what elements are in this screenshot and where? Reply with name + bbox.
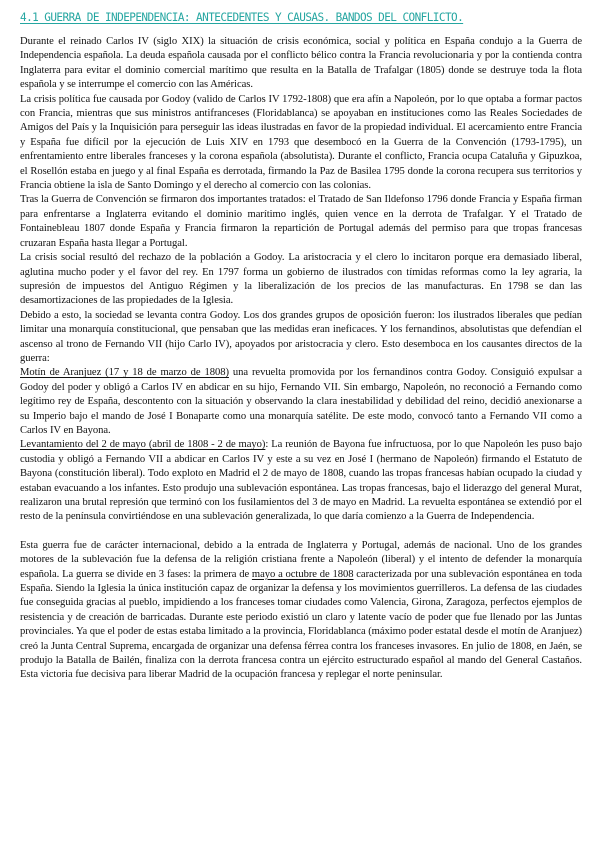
war-phases-text-a: Esta guerra fue de carácter internacional, debido a la entrada de Inglaterra y Portugal, además de nacional. Uno de los grandes motores de la sublevación fue la defensa de la religión cristiana frente a Napoleón (liberal) y el intento de defender la monarquía española. La guerra se divide en 3 fases: la primera de xyxy=(20,539,582,580)
paragraph-political-crisis: La crisis política fue causada por Godoy (valido de Carlos IV 1792-1808) que era afín a Napoleón, por lo que optaba a formar pactos con Francia, mientras que sus ministros antifranceses (Floridablanca) se apoyaban en instituciones como las Reales Sociedades de Amigos del País y la Inquisición para perseguir las ideas ilustradas en favor de la propiedad individual. El acercamiento entre Francia y España fue difícil por la ejecución de Luis XIV en 1793 que desembocó en la Guerra de la Convención (1793-1795), un enfrentamiento entre liberales franceses y la corona española (absolutista). Durante el conflicto, Francia ocupa Cataluña y Gipuzkoa, el Rosellón estaba en juego y al final España es derrotada, firmando la Paz de Basilea 1795 donde la corona recupera sus territorios y Francia obtiene la isla de Santo Domingo y el derecho al comercio con las colonias. xyxy=(20,93,582,192)
paragraph-treaties: Tras la Guerra de Convención se firmaron dos importantes tratados: el Tratado de San Ildefonso 1796 donde Francia y España firman para enfrentarse a Inglaterra evitando el dominio marítimo inglés, quien vence en la derrota de Trafalgar. Y el Tratado de Fontainebleau 1807 donde España y Francia firmaron la repartición de Portugal además del permiso para que tropas francesas cruzaran España hasta llegar a Portugal. xyxy=(20,194,582,249)
levantamiento-text: : La reunión de Bayona fue infructuosa, por lo que Napoleón les puso bajo custodia y obligó a Fernando VII a abdicar en Carlos IV y este a su vez en José I (hermano de Napoleón) firmando el Estatuto de Bayona (constitución liberal). Todo exploto en Madrid el 2 de mayo de 1808, cuando las tropas francesas habían ocupado la ciudad y estaban evacuando a los infantes. Esto produjo una sublevación espontánea. Las tropas francesas, bajo el liderazgo del general Murat, realizaron una brutal represión que terminó con los fusilamientos del 3 de mayo en Madrid. La revuelta espontánea se extendió por el resto de la península convirtiéndose en una sublevación generalizada, lo que daría comienzo a la Guerra de Independencia. xyxy=(20,439,583,523)
section-title: 4.1 GUERRA DE INDEPENDENCIA: ANTECEDENTES Y CAUSAS. BANDOS DEL CONFLICTO. xyxy=(20,10,464,24)
paragraph-economic-crisis: Durante el reinado Carlos IV (siglo XIX) la situación de crisis económica, social y política en España condujo a la Guerra de Independencia española. La deuda española causada por el conflicto bélico contra la Francia revolucionaria y por la contienda contra Inglaterra para evitar el dominio comercial marítimo que resulta en la Batalla de Trafalgar (1805) donde se destruye toda la flota española y se interrumpe el comercio con las Américas. xyxy=(20,36,582,91)
paragraph-war-phases xyxy=(20,539,582,683)
motin-aranjuez-heading: Motín de Aranjuez (17 y 18 de marzo de 1808) xyxy=(20,367,229,379)
levantamiento-heading: Levantamiento del 2 de mayo (abril de 1808 - 2 de mayo) xyxy=(20,439,266,451)
paragraph-social-crisis: La crisis social resultó del rechazo de la población a Godoy. La aristocracia y el clero lo incitaron porque era demasiado liberal, aglutina mucho poder y el favor del rey. En 1797 forma un gobierno de ilustrados con tímidas reformas como la ley agraria, la supresión de impuestos del Antiguo Régimen y la liberalización de los precios de las manufacturas. En 1798 se dan las desamortizaciones de las propiedades de la Iglesia. xyxy=(20,252,582,307)
paragraph-motin-aranjuez xyxy=(20,366,582,438)
paragraph-levantamiento xyxy=(20,438,582,524)
paragraph-opposition: Debido a esto, la sociedad se levanta contra Godoy. Los dos grandes grupos de oposición fueron: los ilustrados liberales que pedían limitar una monarquía constitucional, que pensaban que las medidas eran ineficaces. Y los fernandinos, absolutistas que defendían el ascenso al trono de Fernando VII (hijo Carlo IV), apoyados por aristocracia y clero. Esto desemboca en los causantes directos de la guerra: xyxy=(20,309,582,364)
document-body xyxy=(20,35,582,683)
war-phases-text-b: caracterizada por una sublevación espontánea en toda España. Siendo la Iglesia la única institución capaz de organizar la defensa y los movimientos guerrilleros. La defensa de las ciudades fue conseguida gracias al pueblo, impidiendo a los franceses tomar ciudades como Valencia, Girona, Zaragoza, perfectos ejemplos de resistencia y de creación de barricadas. Durante este periodo existió un claro y latente vacío de poder que fue llenado por las Juntas provinciales. Ya que el poder de estas estaba limitado a la provincia, Floridablanca (máximo poder estatal desde el motín de Aranjuez) creó la Junta Central Suprema, encargada de organizar una defensa férrea contra los franceses invasores. En julio de 1808, en Jaén, se produjo la Batalla de Bailén, finaliza con la derrota francesa contra un ejército estructurado español al mando del General Castaños. Esta victoria fue decisiva para liberar Madrid de la ocupación francesa y replegar el norte peninsular. xyxy=(20,568,583,681)
motin-aranjuez-text: una revuelta promovida por los fernandinos contra Godoy. Consiguió expulsar a Godoy del poder y obligó a Carlos IV en abdicar en su hijo, Fernando VII. Sin embargo, Napoleón, no reconoció a Fernando como legítimo rey de España, descontento con la situación y observando la clara inestabilidad y debilidad del reino, decidió anexionarse a su Imperio bajo el mando de José I Bonaparte como una monarquía satélite. De este modo, convocó tanto a Fernando VII como a Carlos IV en Bayona. xyxy=(20,367,583,436)
first-phase-dates: mayo a octubre de 1808 xyxy=(251,568,354,580)
